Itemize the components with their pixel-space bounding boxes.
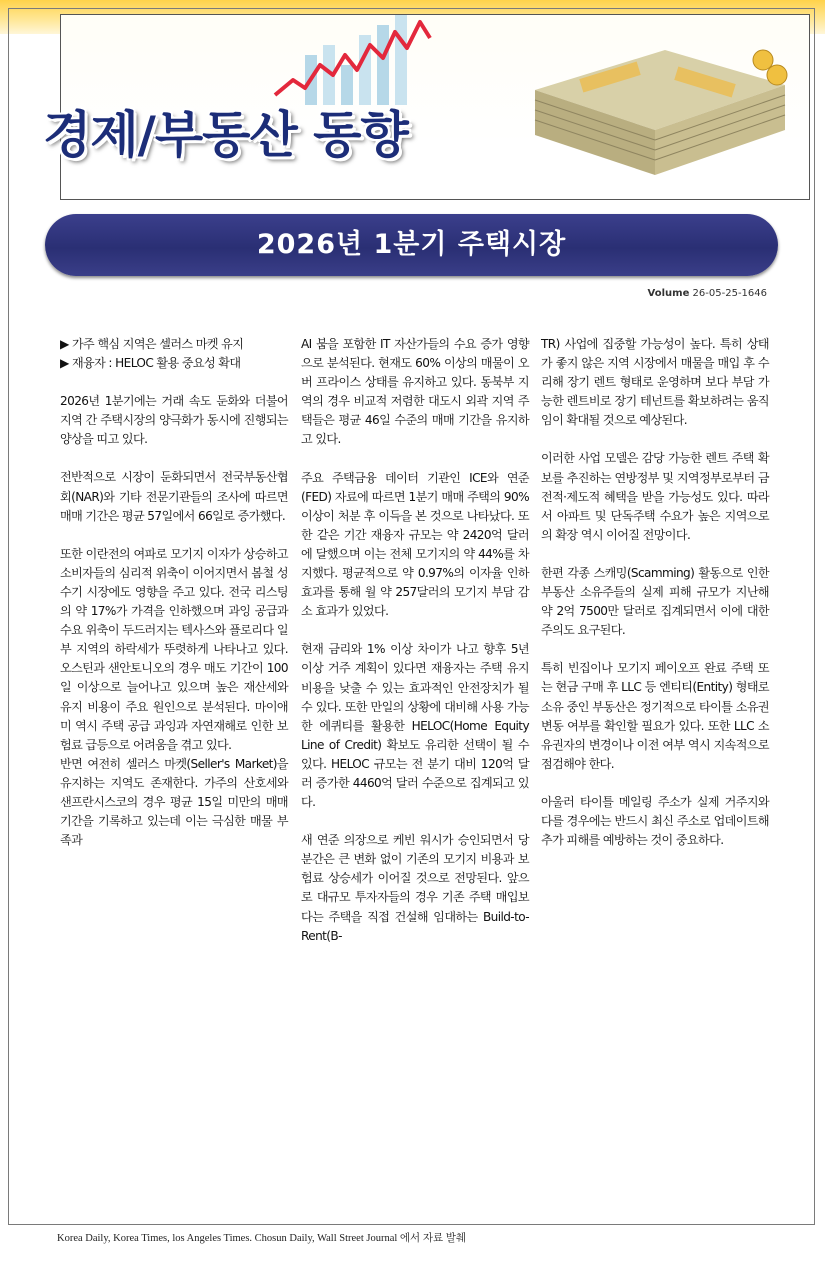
paragraph: 특히 빈집이나 모기지 페이오프 완료 주택 또는 현금 구매 후 LLC 등 엔티티(Entity) 형태로 소유 중인 부동산은 정기적으로 타이틀 소유권 변동 여부를 확인할 필요가 있다. 또한 LLC 소유권자의 변경이나 이전 여부 역시 지속적으로 점검해야 한다. — [541, 661, 769, 771]
article-column-2 — [301, 335, 529, 965]
volume-value: 26-05-25-1646 — [692, 288, 767, 299]
banner-title: 2026년 1분기 주택시장 — [256, 229, 567, 260]
volume-info — [648, 288, 767, 299]
bullet-item: ▶ 재융자 : HELOC 활용 중요성 확대 — [60, 356, 241, 371]
paragraph: 현재 금리와 1% 이상 차이가 나고 향후 5년 이상 거주 계획이 있다면 재융자는 주택 유지 비용을 낮출 수 있는 효과적인 안전장치가 될 수 있다. 또한 만일의 상황에 대비해 사용 가능한 에퀴티를 활용한 HELOC(Home Equity Line of Credit) 확보도 유리한 선택이 될 수 있다. HELOC 규모는 전 분기 대비 120억 달러 증가한 4460억 달러 수준으로 집계되고 있다. — [301, 642, 529, 810]
paragraph: 2026년 1분기에는 거래 속도 둔화와 더불어 지역 간 주택시장의 양극화가 동시에 진행되는 양상을 띠고 있다. — [60, 394, 288, 447]
paragraph: TR) 사업에 집중할 가능성이 높다. 특히 상태가 좋지 않은 지역 시장에서 매물을 매입 후 수리해 장기 렌트 형태로 운영하며 보다 부담 가능한 렌트비로 장기 테넌트를 확보하려는 움직임이 확대될 것으로 예상된다. — [541, 337, 769, 428]
money-stack-icon — [525, 30, 795, 180]
paragraph: 반면 여전히 셀러스 마켓(Seller's Market)을 유지하는 지역도 존재한다. 가주의 산호세와 샌프란시스코의 경우 평균 15일 미만의 매매 기간을 기록하고 있는데 이는 극심한 매물 부족과 — [60, 756, 288, 848]
source-credit: Korea Daily, Korea Times, los Angeles Times. Chosun Daily, Wall Street Journal 에서 자료 발췌 — [57, 1233, 467, 1244]
paragraph: 한편 각종 스캐밍(Scamming) 활동으로 인한 부동산 소유주들의 실제 피해 규모가 지난해 약 2억 7500만 달러로 집계되면서 이에 대한 주의도 요구된다. — [541, 565, 769, 638]
volume-label: Volume — [647, 288, 690, 299]
rising-chart-icon — [265, 10, 455, 105]
paragraph: AI 붐을 포함한 IT 자산가들의 수요 증가 영향으로 분석된다. 현재도 60% 이상의 매물이 오버 프라이스 상태를 유지하고 있다. 동북부 지역의 경우 비교적 저렴한 대도시 외곽 지역 주택들은 평균 46일 수준의 매매 기간을 유지하고 있다. — [301, 337, 529, 447]
paragraph: 이러한 사업 모델은 감당 가능한 렌트 주택 확보를 추진하는 연방정부 및 지역정부로부터 금전적·제도적 혜택을 받을 가능성도 있다. 따라서 아파트 및 단독주택 수요가 높은 지역으로의 확장 역시 이어질 전망이다. — [541, 451, 769, 542]
article-column-3 — [541, 335, 769, 869]
section-banner — [45, 214, 778, 276]
bullet-item: ▶ 가주 핵심 지역은 셀러스 마켓 유지 — [60, 337, 244, 351]
paragraph: 아울러 타이틀 메일링 주소가 실제 거주지와 다를 경우에는 반드시 최신 주소로 업데이트해 추가 피해를 예방하는 것이 중요하다. — [541, 794, 769, 848]
article-column-1 — [60, 335, 288, 869]
page-title: 경제/부동산 동향 — [43, 106, 408, 164]
paragraph: 전반적으로 시장이 둔화되면서 전국부동산협회(NAR)와 기타 전문기관들의 조사에 따르면 매매 기간은 평균 57일에서 66일로 증가했다. — [60, 470, 288, 523]
paragraph: 또한 이란전의 여파로 모기지 이자가 상승하고 소비자들의 심리적 위축이 이어지면서 봄철 성수기 시장에도 영향을 주고 있다. 전국 리스팅의 약 17%가 가격을 인하했으며 과잉 공급과 수요 위축이 두드러지는 텍사스와 플로리다 일부 지역의 하락세가 뚜렷하게 나타나고 있다. 오스틴과 샌안토니오의 경우 매도 기간이 100일 이상으로 늘어나고 있으며 높은 재산세와 유지 비용이 주요 원인으로 분석된다. 마이애미 역시 주택 공급 과잉과 자연재해로 인한 보험료 급등으로 어려움을 겪고 있다. — [60, 546, 288, 752]
paragraph: 새 연준 의장으로 케빈 워시가 승인되면서 당분간은 큰 변화 없이 기존의 모기지 비용과 보험료 상승세가 이어질 것으로 전망된다. 앞으로 대규모 투자자들의 경우 기존 주택 매입보다는 주택을 직접 건설해 임대하는 Build-to-Rent(B- — [301, 833, 529, 943]
paragraph: 주요 주택금융 데이터 기관인 ICE와 연준(FED) 자료에 따르면 1분기 매매 주택의 90% 이상이 처분 후 이득을 본 것으로 나타났다. 또한 같은 기간 재융자 규모는 약 2420억 달러에 달했으며 이는 전체 모기지의 약 44%를 차지했다. 평균적으로 약 0.97%의 이자율 인하 효과를 통해 월 약 257달러의 모기지 부담 감소 효과가 있었다. — [301, 470, 529, 619]
